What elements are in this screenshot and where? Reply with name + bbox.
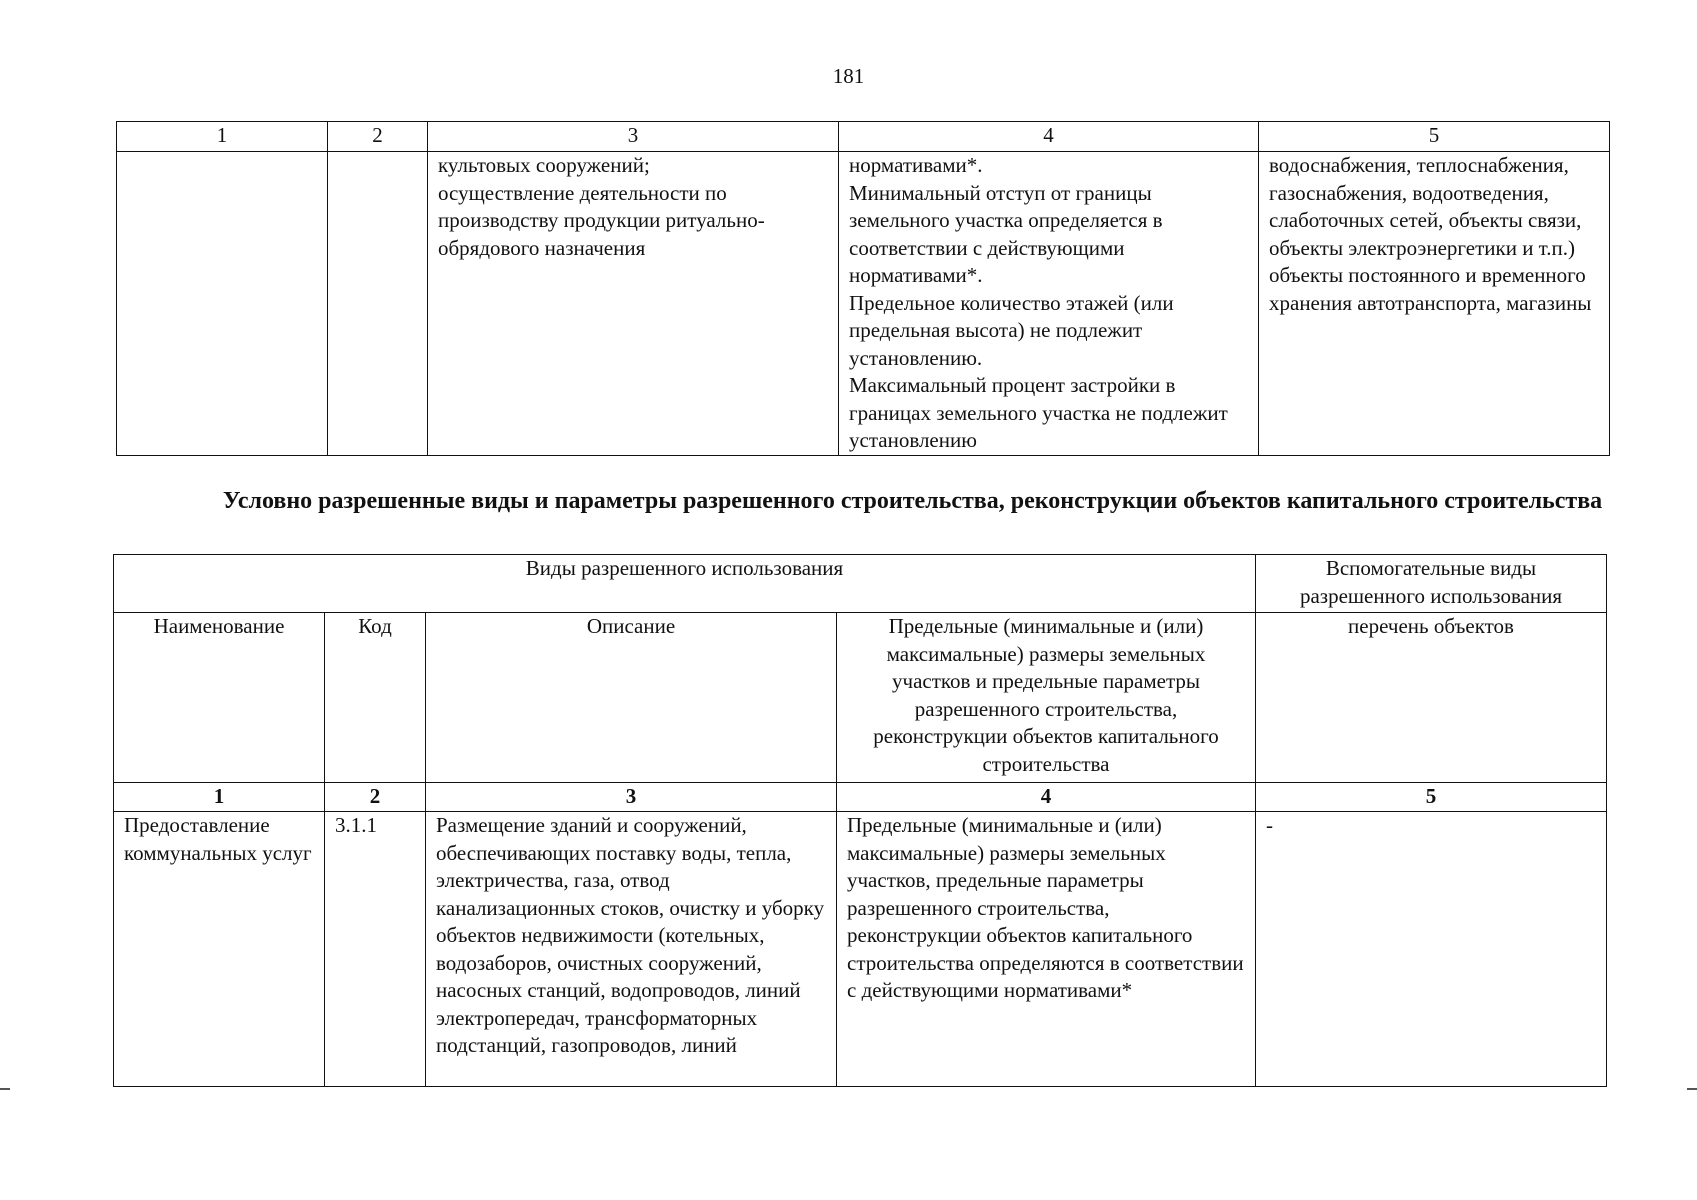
column-number: 2 [325, 783, 426, 812]
table-row [117, 152, 1610, 456]
column-number: 5 [1259, 122, 1610, 152]
row-code-cell [328, 152, 428, 456]
column-number: 3 [426, 783, 837, 812]
column-header-code: Код [325, 613, 426, 783]
table-row [114, 812, 1607, 1087]
column-header-row [114, 613, 1607, 783]
right-edge-mark [1687, 1088, 1697, 1090]
column-number: 4 [837, 783, 1256, 812]
row-name-cell [117, 152, 328, 456]
column-header-objects: перечень объектов [1256, 613, 1607, 783]
group-header-cell: Виды разрешенного использования [114, 555, 1256, 613]
column-header-name: Наименование [114, 613, 325, 783]
row-description-cell: Размещение зданий и сооружений, обеспечивающих поставку воды, тепла, электричества, газа, отвод канализационных стоков, очистку и уборку объектов недвижимости (котельных, водозаборов, очистных сооружений, насосных станций, водопроводов, линий электропередач, трансформаторных подстанций, газопроводов, линий [426, 812, 837, 1087]
row-parameters-cell [839, 152, 1259, 456]
row-description-cell [428, 152, 839, 456]
parameters-paragraph: Предельное количество этажей (или предельная высота) не подлежит установлению. [849, 290, 1174, 370]
parameters-paragraph: Максимальный процент застройки в границах земельного участка не подлежит установлению [849, 373, 1228, 452]
section-title: Условно разрешенные виды и параметры разрешенного строительства, реконструкции объектов капитального строительства [222, 488, 1603, 514]
row-auxiliary-cell: - [1256, 812, 1607, 1087]
column-header-description: Описание [426, 613, 837, 783]
table-header-numbers-row [117, 122, 1610, 152]
aux-group-header-cell: Вспомогательные виды разрешенного использования [1256, 555, 1607, 613]
column-number: 3 [428, 122, 839, 152]
column-number: 1 [114, 783, 325, 812]
column-number-row [114, 783, 1607, 812]
column-header-parameters: Предельные (минимальные и (или) максимальные) размеры земельных участков и предельные параметры разрешенного строительства, реконструкции объектов капитального строительства [837, 613, 1256, 783]
row-auxiliary-cell: водоснабжения, теплоснабжения, газоснабжения, водоотведения, слаботочных сетей, объекты связи, объекты электроэнергетики и т.п.) объекты постоянного и временного хранения автотранспорта, магазины [1259, 152, 1610, 456]
parameters-paragraph: Минимальный отступ от границы земельного участка определяется в соответствии с действующими нормативами*. [849, 180, 1163, 287]
description-paragraph: культовых сооружений; [438, 153, 650, 177]
parameters-paragraph: нормативами*. [849, 153, 983, 177]
column-number: 2 [328, 122, 428, 152]
row-name-cell: Предоставление коммунальных услуг [114, 812, 325, 1087]
column-number: 5 [1256, 783, 1607, 812]
column-number: 1 [117, 122, 328, 152]
row-code-cell: 3.1.1 [325, 812, 426, 1087]
column-number: 4 [839, 122, 1259, 152]
group-header-row [114, 555, 1607, 613]
description-paragraph: осуществление деятельности по производству продукции ритуально-обрядового назначения [438, 180, 765, 260]
conditional-use-table [113, 554, 1607, 1087]
page-number: 181 [832, 64, 865, 88]
left-edge-mark [0, 1088, 10, 1090]
continuation-table [116, 121, 1610, 456]
row-parameters-cell: Предельные (минимальные и (или) максимальные) размеры земельных участков, предельные параметры разрешенного строительства, реконструкции объектов капитального строительства определяются в соответствии с действующими нормативами* [837, 812, 1256, 1087]
